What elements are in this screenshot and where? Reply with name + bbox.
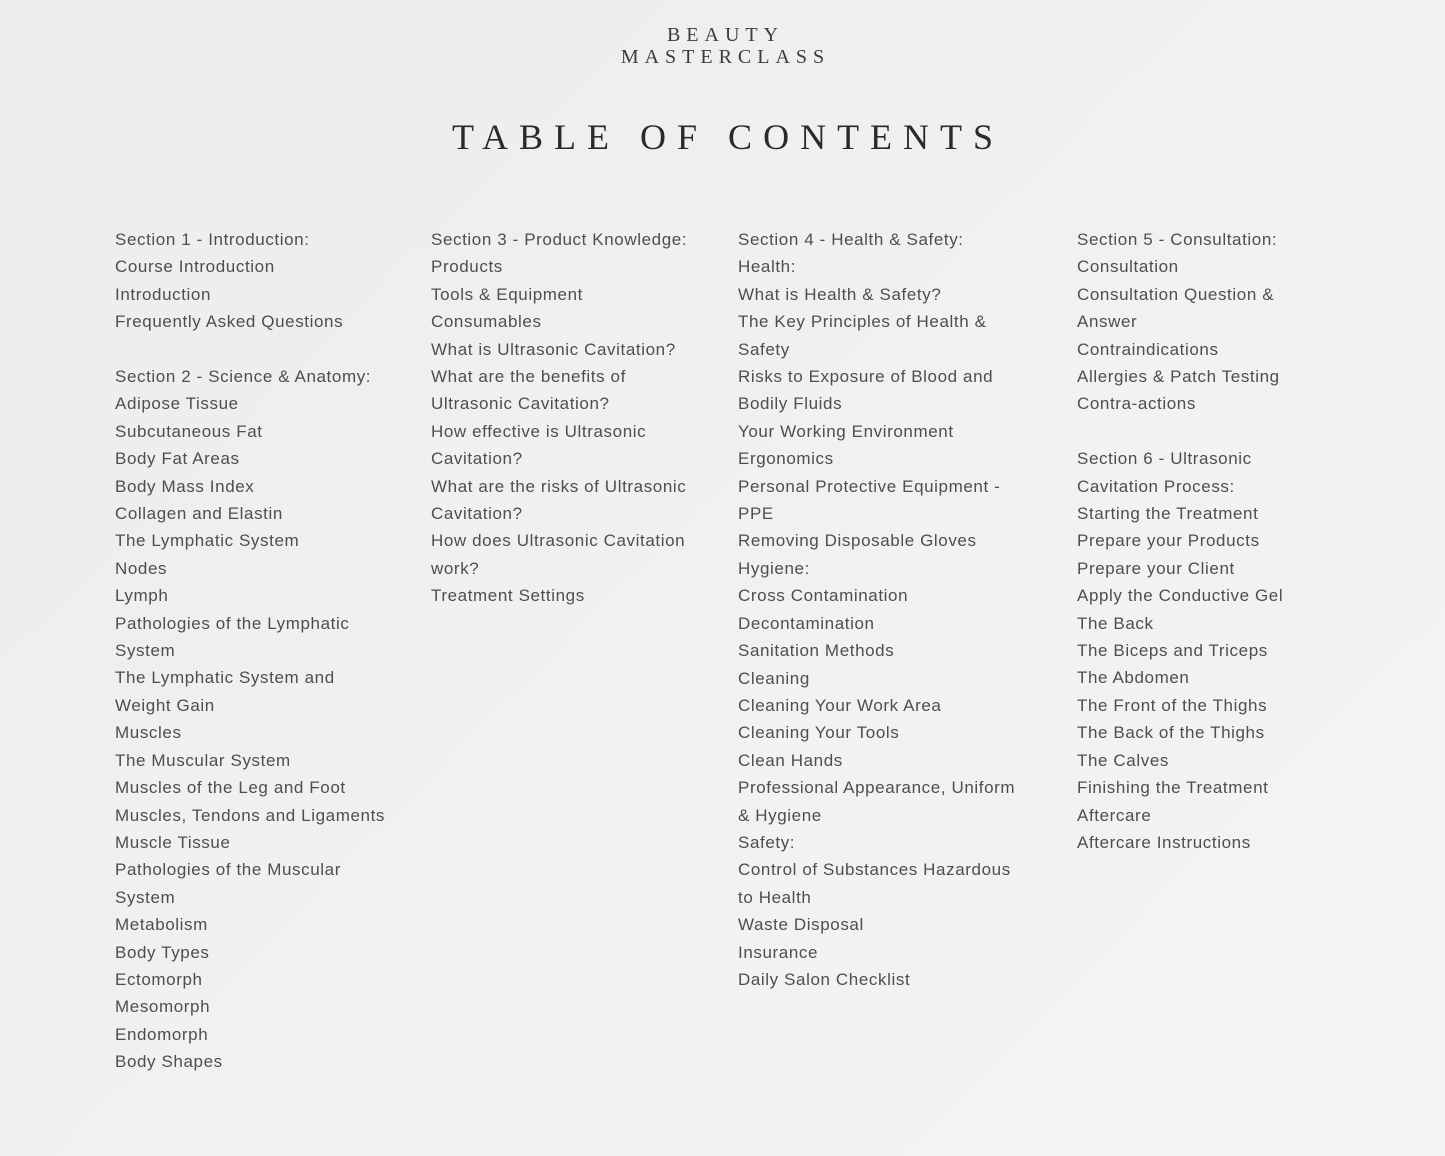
toc-entry: Aftercare Instructions — [1077, 832, 1251, 852]
toc-entry: Ultrasonic Cavitation? — [431, 394, 610, 414]
toc-entry: Control of Substances Hazardous — [738, 860, 1011, 880]
toc-entry: Cleaning Your Tools — [738, 723, 900, 743]
toc-entry: Safety — [738, 339, 790, 359]
toc-entry: What is Health & Safety? — [738, 284, 942, 304]
toc-entry: The Front of the Thighs — [1077, 695, 1268, 715]
brand-line-2: MASTERCLASS — [620, 46, 831, 68]
page-title: TABLE OF CONTENTS — [451, 117, 1005, 157]
toc-entry: Cavitation? — [431, 504, 523, 524]
toc-entry: Decontamination — [738, 613, 875, 633]
toc-entry: Muscles of the Leg and Foot — [115, 778, 346, 798]
toc-entry: Muscles, Tendons and Ligaments — [115, 805, 386, 825]
toc-entry: Contra-actions — [1077, 394, 1196, 414]
section-spacer — [115, 336, 385, 363]
toc-entry: Daily Salon Checklist — [738, 969, 911, 989]
toc-entry: Waste Disposal — [738, 915, 864, 935]
toc-entry: Safety: — [738, 832, 796, 852]
toc-entry: & Hygiene — [738, 805, 822, 825]
toc-entry: Risks to Exposure of Blood and — [738, 367, 994, 387]
toc-entry: Products — [431, 257, 503, 277]
toc-entry: Body Types — [115, 942, 210, 962]
toc-entry: PPE — [738, 504, 774, 524]
toc-entry: Finishing the Treatment — [1077, 778, 1269, 798]
toc-entry: Consultation Question & — [1077, 284, 1275, 304]
toc-entry: Lymph — [115, 586, 169, 606]
toc-entry: Health: — [738, 257, 797, 277]
toc-entry: System — [115, 887, 176, 907]
toc-entry: Cross Contamination — [738, 586, 909, 606]
toc-entry: Tools & Equipment — [431, 284, 583, 304]
toc-entry: The Abdomen — [1077, 668, 1190, 688]
toc-entry: The Back of the Thighs — [1077, 723, 1265, 743]
toc-entry: Pathologies of the Lymphatic — [115, 613, 350, 633]
toc-entry: Bodily Fluids — [738, 394, 843, 414]
toc-entry: Adipose Tissue — [115, 394, 239, 414]
toc-entry: to Health — [738, 887, 812, 907]
section-heading: Section 3 - Product Knowledge: — [431, 230, 688, 249]
toc-entry: Body Fat Areas — [115, 449, 240, 469]
toc-entry: Consultation — [1077, 257, 1179, 277]
toc-column-1 — [115, 226, 385, 1076]
toc-entry: Starting the Treatment — [1077, 504, 1259, 524]
toc-entry: The Calves — [1077, 750, 1169, 770]
toc-entry: Nodes — [115, 558, 168, 578]
toc-entry: Hygiene: — [738, 558, 810, 578]
toc-entry: Apply the Conductive Gel — [1077, 586, 1284, 606]
section-heading: Section 2 - Science & Anatomy: — [115, 367, 372, 387]
toc-entry: Body Mass Index — [115, 476, 255, 496]
section-heading: Section 1 - Introduction: — [115, 230, 310, 249]
toc-entry: Removing Disposable Gloves — [738, 531, 977, 551]
toc-entry: Muscle Tissue — [115, 832, 231, 852]
section-heading: Section 5 - Consultation: — [1077, 230, 1278, 249]
toc-entry: Pathologies of the Muscular — [115, 860, 341, 880]
toc-entry: System — [115, 641, 176, 661]
toc-entry: How does Ultrasonic Cavitation — [431, 531, 686, 551]
toc-entry: The Muscular System — [115, 750, 291, 770]
brand-logo — [0, 24, 1445, 68]
toc-entry: Introduction — [115, 284, 212, 304]
toc-entry: What are the risks of Ultrasonic — [431, 476, 687, 496]
toc-entry: work? — [431, 558, 480, 578]
section-heading: Section 6 - Ultrasonic — [1077, 449, 1252, 469]
toc-entry: Cavitation Process: — [1077, 476, 1235, 496]
toc-entry: Endomorph — [115, 1024, 209, 1044]
toc-entry: Metabolism — [115, 915, 208, 935]
toc-entry: Cleaning Your Work Area — [738, 695, 942, 715]
toc-entry: Consumables — [431, 312, 542, 332]
toc-entry: Personal Protective Equipment - — [738, 476, 1001, 496]
toc-column-3 — [738, 226, 1015, 993]
toc-entry: The Back — [1077, 613, 1154, 633]
toc-entry: Cavitation? — [431, 449, 523, 469]
toc-entry: Allergies & Patch Testing — [1077, 367, 1280, 387]
toc-entry: Clean Hands — [738, 750, 843, 770]
toc-entry: Ectomorph — [115, 969, 203, 989]
toc-entry: Muscles — [115, 723, 182, 743]
toc-entry: Collagen and Elastin — [115, 504, 283, 524]
toc-entry: Frequently Asked Questions — [115, 312, 344, 332]
toc-entry: The Lymphatic System — [115, 531, 300, 551]
toc-entry: Answer — [1077, 312, 1138, 332]
toc-entry: The Biceps and Triceps — [1077, 641, 1268, 661]
toc-entry: Professional Appearance, Uniform — [738, 778, 1016, 798]
toc-entry: Prepare your Client — [1077, 558, 1235, 578]
toc-entry: Mesomorph — [115, 997, 211, 1017]
toc-entry: What is Ultrasonic Cavitation? — [431, 339, 676, 359]
toc-entry: Course Introduction — [115, 257, 275, 277]
toc-entry: The Key Principles of Health & — [738, 312, 987, 332]
toc-column-2 — [431, 226, 687, 610]
toc-entry: Sanitation Methods — [738, 641, 895, 661]
section-spacer — [1077, 418, 1283, 445]
toc-column-4 — [1077, 226, 1283, 856]
toc-entry: Your Working Environment — [738, 421, 954, 441]
toc-entry: The Lymphatic System and — [115, 668, 335, 688]
toc-entry: How effective is Ultrasonic — [431, 421, 647, 441]
toc-entry: Prepare your Products — [1077, 531, 1260, 551]
toc-entry: What are the benefits of — [431, 367, 626, 387]
section-heading: Section 4 - Health & Safety: — [738, 230, 964, 249]
toc-entry: Contraindications — [1077, 339, 1219, 359]
toc-entry: Ergonomics — [738, 449, 834, 469]
toc-entry: Weight Gain — [115, 695, 215, 715]
toc-entry: Subcutaneous Fat — [115, 421, 263, 441]
toc-entry: Body Shapes — [115, 1052, 223, 1072]
toc-entry: Aftercare — [1077, 805, 1152, 825]
toc-entry: Cleaning — [738, 668, 810, 688]
brand-line-1: BEAUTY — [666, 24, 785, 46]
toc-entry: Treatment Settings — [431, 586, 585, 606]
toc-entry: Insurance — [738, 942, 819, 962]
